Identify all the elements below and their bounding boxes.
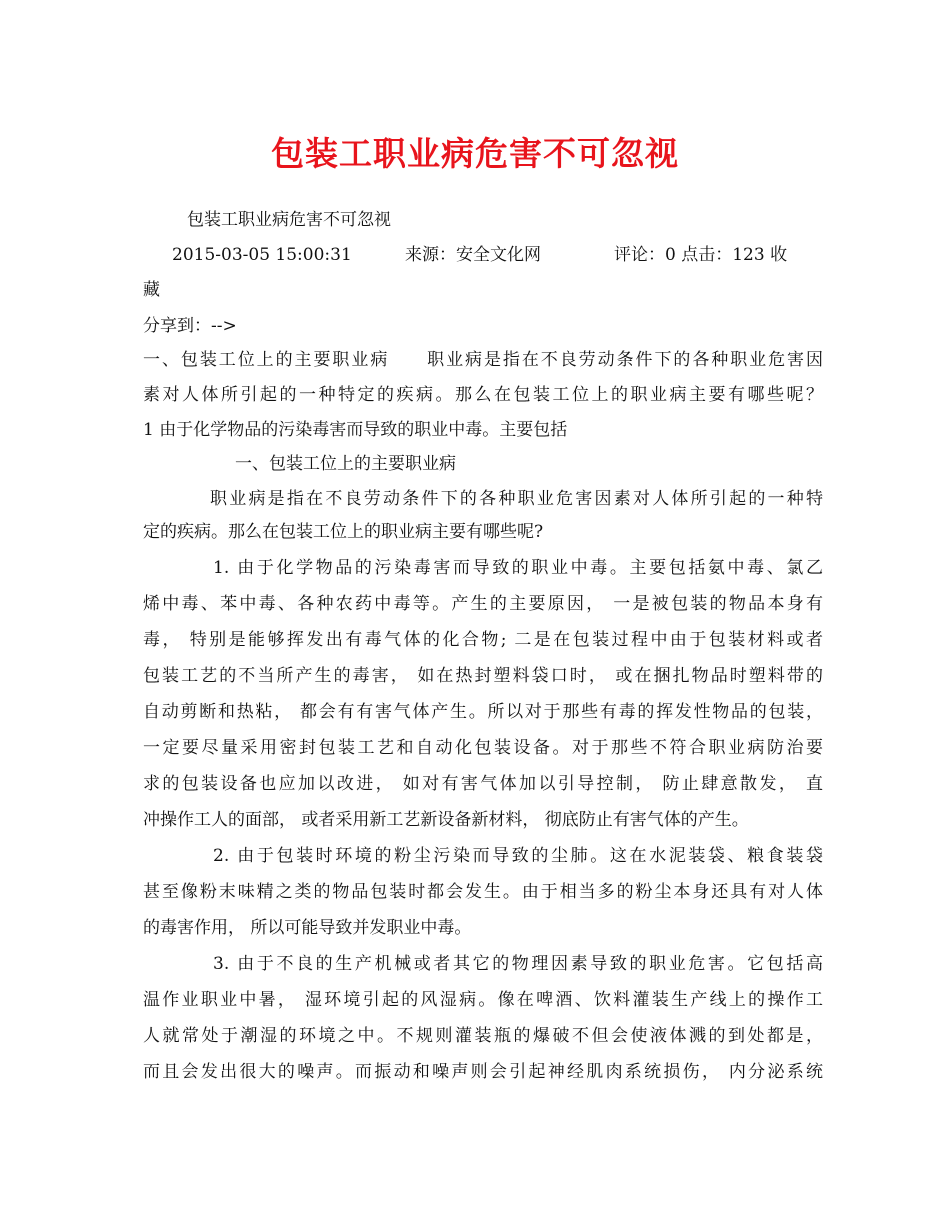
summary-line: 1 由于化学物品的污染毒害而导致的职业中毒。主要包括 <box>143 420 568 440</box>
document-title: 包装工职业病危害不可忽视 <box>271 134 679 173</box>
article-subtitle: 包装工职业病危害不可忽视 <box>187 210 391 230</box>
paragraph-line: 3. 由于不良的生产机械或者其它的物理因素导致的职业危害。它包括高 <box>213 954 823 974</box>
paragraph-line: 自动剪断和热粘， 都会有有害气体产生。所以对于那些有毒的挥发性物品的包装， <box>143 702 823 722</box>
paragraph-line: 求的包装设备也应加以改进， 如对有害气体加以引导控制， 防止肆意散发， 直 <box>143 774 823 794</box>
paragraph-line: 1. 由于化学物品的污染毒害而导致的职业中毒。主要包括氨中毒、氯乙 <box>213 558 823 578</box>
section-heading: 一、包装工位上的主要职业病 <box>235 454 456 474</box>
paragraph-line: 职业病是指在不良劳动条件下的各种职业危害因素对人体所引起的一种特 <box>210 489 823 509</box>
share-text: 分享到：--> <box>143 316 237 336</box>
paragraph-line: 的毒害作用， 所以可能导致并发职业中毒。 <box>143 918 472 938</box>
paragraph-line: 毒， 特别是能够挥发出有毒气体的化合物; 二是在包装过程中由于包装材料或者 <box>143 630 823 650</box>
paragraph-line: 人就常处于潮湿的环境之中。不规则灌装瓶的爆破不但会使液体溅的到处都是， <box>143 1026 823 1046</box>
paragraph-line: 包装工艺的不当所产生的毒害， 如在热封塑料袋口时， 或在捆扎物品时塑料带的 <box>143 666 823 686</box>
paragraph-line: 冲操作工人的面部， 或者采用新工艺新设备新材料， 彻底防止有害气体的产生。 <box>143 810 749 830</box>
stats-wrap-text: 藏 <box>143 280 160 300</box>
paragraph-line: 2. 由于包装时环境的粉尘污染而导致的尘肺。这在水泥装袋、粮食装袋 <box>213 846 823 866</box>
paragraph-line: 温作业职业中暑， 湿环境引起的风湿病。像在啤酒、饮料灌装生产线上的操作工 <box>143 990 823 1010</box>
paragraph-line: 烯中毒、苯中毒、各种农药中毒等。产生的主要原因， 一是被包装的物品本身有 <box>143 594 823 614</box>
publish-datetime: 2015-03-05 15:00:31 <box>172 245 352 265</box>
stats-text: 评论：0 点击：123 收 <box>614 245 788 265</box>
paragraph-line: 一定要尽量采用密封包装工艺和自动化包装设备。对于那些不符合职业病防治要 <box>143 738 823 758</box>
summary-line: 一、包装工位上的主要职业病 职业病是指在不良劳动条件下的各种职业危害因 <box>143 350 823 370</box>
paragraph-line: 而且会发出很大的噪声。而振动和噪声则会引起神经肌肉系统损伤， 内分泌系统 <box>143 1062 823 1082</box>
summary-line: 素对人体所引起的一种特定的疾病。那么在包装工位上的职业病主要有哪些呢？ <box>143 385 823 405</box>
paragraph-line: 甚至像粉末味精之类的物品包装时都会发生。由于相当多的粉尘本身还具有对人体 <box>143 882 823 902</box>
paragraph-line: 定的疾病。那么在包装工位上的职业病主要有哪些呢? <box>143 522 544 542</box>
source-label: 来源：安全文化网 <box>405 245 541 265</box>
